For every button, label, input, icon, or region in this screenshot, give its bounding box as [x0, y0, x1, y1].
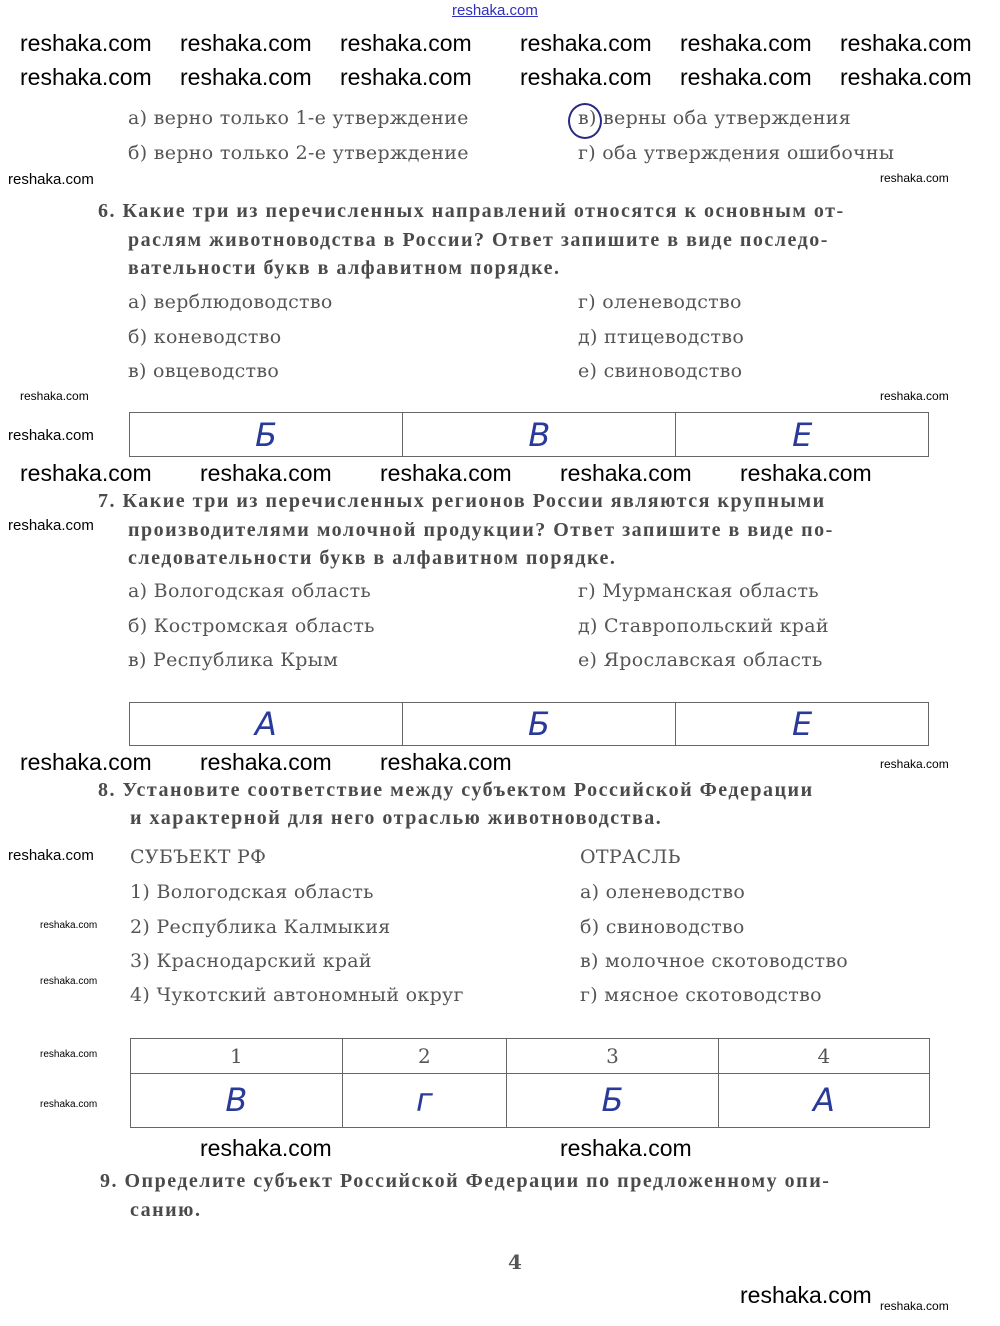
q8-right-item: в) молочное скотоводство: [580, 950, 849, 972]
answer-cell[interactable]: В: [403, 413, 676, 457]
q7-text-line: 7. Какие три из перечисленных регионов России являются крупными: [98, 490, 826, 512]
q8-right-item: г) мясное скотоводство: [580, 984, 822, 1006]
watermark: reshaka.com: [880, 757, 949, 771]
q9-text-line: санию.: [130, 1199, 202, 1221]
header-link[interactable]: reshaka.com: [452, 2, 538, 19]
q5-option-v: в) верны оба утверждения: [578, 107, 852, 129]
watermark: reshaka.com: [180, 64, 312, 90]
q7-text-line: производителями молочной продукции? Ответ запишите в виде по-: [128, 519, 834, 541]
watermark: reshaka.com: [560, 460, 692, 486]
page-number: 4: [508, 1250, 522, 1274]
q6-option: а) верблюдоводство: [128, 291, 333, 313]
watermark: reshaka.com: [20, 389, 89, 403]
q6-text-line: раслям животноводства в России? Ответ запишите в виде последо-: [128, 229, 829, 251]
watermark: reshaka.com: [8, 517, 94, 534]
q6-option: д) птицеводство: [578, 326, 745, 348]
watermark: reshaka.com: [200, 460, 332, 486]
watermark: reshaka.com: [840, 64, 972, 90]
q5-option-g: г) оба утверждения ошибочны: [578, 142, 895, 164]
q8-right-item: а) оленеводство: [580, 881, 746, 903]
q6-answer-table: [129, 412, 929, 457]
answer-cell[interactable]: Б: [507, 1073, 719, 1127]
answer-cell[interactable]: Б: [402, 703, 675, 746]
answer-cell[interactable]: г: [342, 1073, 506, 1127]
watermark: reshaka.com: [380, 749, 512, 775]
header-cell: 2: [342, 1039, 506, 1074]
watermark: reshaka.com: [200, 749, 332, 775]
q8-left-item: 2) Республика Калмыкия: [130, 916, 391, 938]
q6-option: б) коневодство: [128, 326, 282, 348]
watermark: reshaka.com: [40, 1049, 98, 1060]
q7-answer-table: [129, 702, 929, 746]
q6-text-line: 6. Какие три из перечисленных направлений относятся к основным от-: [98, 200, 845, 222]
q6-option: в) овцеводство: [128, 360, 280, 382]
header-cell: 1: [131, 1039, 343, 1074]
answer-cell[interactable]: В: [131, 1073, 343, 1127]
q8-left-item: 4) Чукотский автономный округ: [130, 984, 464, 1006]
answer-cell[interactable]: Б: [130, 413, 403, 457]
q8-right-header: ОТРАСЛЬ: [580, 846, 681, 868]
watermark: reshaka.com: [40, 976, 98, 987]
q7-option: а) Вологодская область: [128, 580, 372, 602]
q7-option: д) Ставропольский край: [578, 615, 829, 637]
header-cell: 3: [507, 1039, 719, 1074]
watermark: reshaka.com: [520, 64, 652, 90]
watermark: reshaka.com: [20, 749, 152, 775]
q8-answer-table: [130, 1038, 930, 1128]
q7-option: б) Костромская область: [128, 615, 375, 637]
answer-cell[interactable]: Е: [676, 703, 929, 746]
watermark: reshaka.com: [880, 171, 949, 185]
watermark: reshaka.com: [680, 30, 812, 56]
watermark: reshaka.com: [8, 171, 94, 188]
q6-text-line: вательности букв в алфавитном порядке.: [128, 257, 561, 279]
watermark: reshaka.com: [200, 1135, 332, 1161]
q8-right-item: б) свиноводство: [580, 916, 745, 938]
q7-text-line: следовательности букв в алфавитном порядке.: [128, 547, 617, 569]
watermark: reshaka.com: [560, 1135, 692, 1161]
q8-left-header: СУБЪЕКТ РФ: [130, 846, 267, 868]
q7-option: е) Ярославская область: [578, 649, 823, 671]
watermark: reshaka.com: [880, 389, 949, 403]
watermark: reshaka.com: [20, 30, 152, 56]
q6-option: е) свиноводство: [578, 360, 743, 382]
q8-left-item: 1) Вологодская область: [130, 881, 374, 903]
watermark: reshaka.com: [880, 1299, 949, 1313]
q9-text-line: 9. Определите субъект Российской Федерации по предложенному опи-: [100, 1170, 831, 1192]
q8-text-line: и характерной для него отраслью животноводства.: [130, 807, 663, 829]
watermark: reshaka.com: [740, 460, 872, 486]
answer-circle-mark: [568, 103, 602, 139]
watermark: reshaka.com: [740, 1282, 872, 1308]
answer-cell[interactable]: А: [130, 703, 403, 746]
watermark: reshaka.com: [20, 64, 152, 90]
q6-option: г) оленеводство: [578, 291, 742, 313]
q7-option: г) Мурманская область: [578, 580, 819, 602]
watermark: reshaka.com: [380, 460, 512, 486]
watermark: reshaka.com: [20, 460, 152, 486]
watermark: reshaka.com: [8, 427, 94, 444]
watermark: reshaka.com: [340, 64, 472, 90]
watermark: reshaka.com: [8, 847, 94, 864]
q8-left-item: 3) Краснодарский край: [130, 950, 372, 972]
watermark: reshaka.com: [680, 64, 812, 90]
answer-cell[interactable]: Е: [676, 413, 929, 457]
watermark: reshaka.com: [840, 30, 972, 56]
q5-option-b: б) верно только 2-е утверждение: [128, 142, 469, 164]
q7-option: в) Республика Крым: [128, 649, 339, 671]
header-cell: 4: [718, 1039, 929, 1074]
q5-option-a: а) верно только 1-е утверждение: [128, 107, 469, 129]
watermark: reshaka.com: [40, 1099, 98, 1110]
q8-text-line: 8. Установите соответствие между субъектом Российской Федерации: [98, 779, 814, 801]
watermark: reshaka.com: [520, 30, 652, 56]
watermark: reshaka.com: [340, 30, 472, 56]
watermark: reshaka.com: [40, 920, 98, 931]
watermark: reshaka.com: [180, 30, 312, 56]
answer-cell[interactable]: А: [718, 1073, 929, 1127]
